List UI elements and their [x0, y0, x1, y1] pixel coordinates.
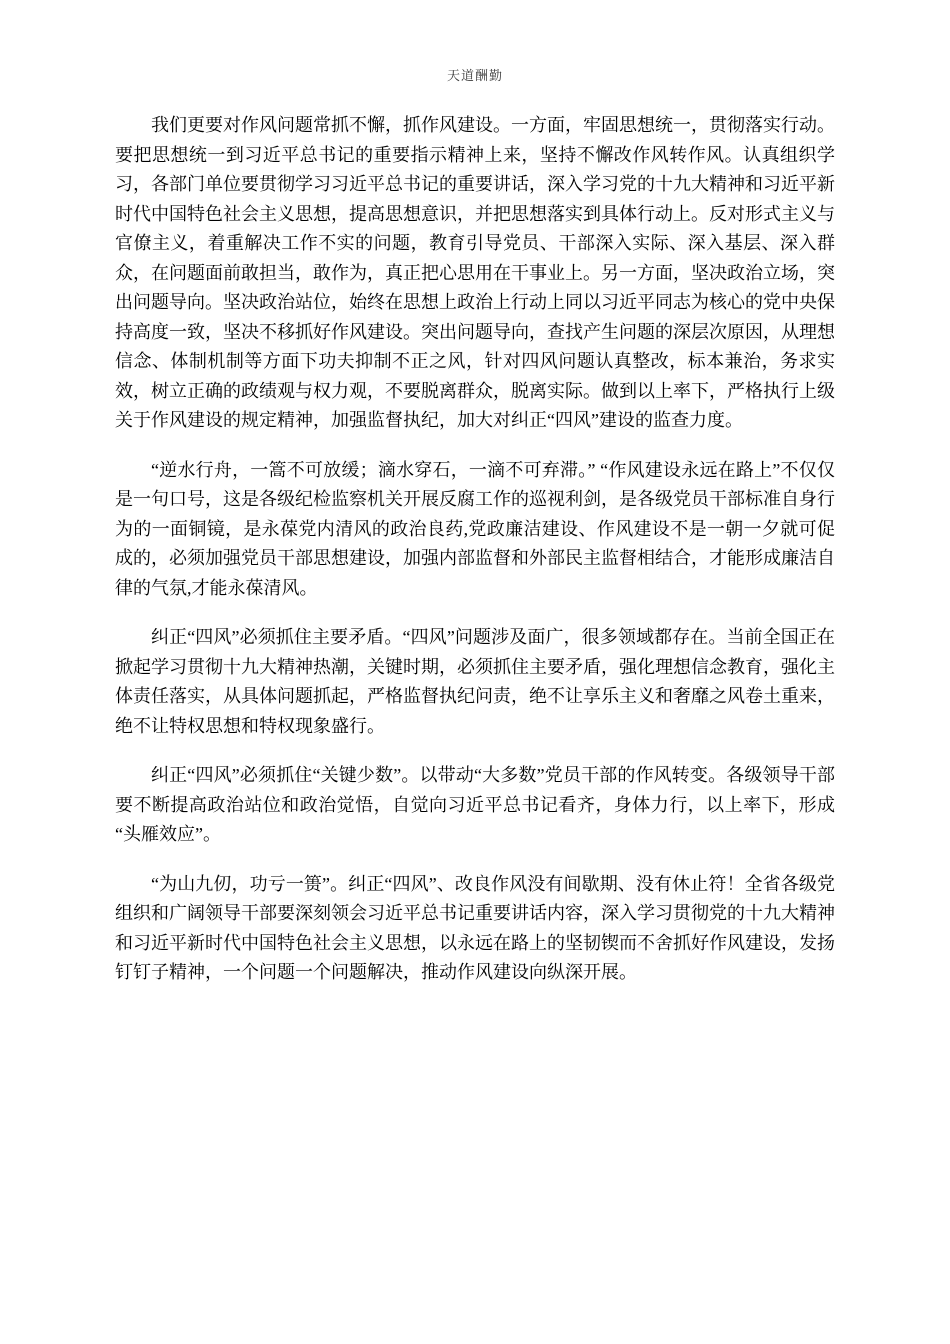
paragraph: 我们更要对作风问题常抓不懈，抓作风建设。一方面，牢固思想统一，贯彻落实行动。要把思想统一到习近平总书记的重要指示精神上来，坚持不懈改作风转作风。认真组织学习，各部门单位要贯彻学习习近平总书记的重要讲话，深入学习党的十九大精神和习近平新时代中国特色社会主义思想，提高思想意识，并把思想落实到具体行动上。反对形式主义与官僚主义，着重解决工作不实的问题，教育引导党员、干部深入实际、深入基层、深入群众，在问题面前敢担当，敢作为，真正把心思用在干事业上。另一方面，坚决政治立场，突出问题导向。坚决政治站位，始终在思想上政治上行动上同以习近平同志为核心的党中央保持高度一致，坚决不移抓好作风建设。突出问题导向，查找产生问题的深层次原因，从理想信念、体制机制等方面下功夫抑制不正之风，针对四风问题认真整改，标本兼治，务求实效，树立正确的政绩观与权力观，不要脱离群众，脱离实际。做到以上率下，严格执行上级关于作风建设的规定精神，加强监督执纪，加大对纠正“四风”建设的监查力度。	[115, 115, 835, 430]
paragraph: 纠正“四风”必须抓住主要矛盾。“四风”问题涉及面广，很多领域都存在。当前全国正在掀起学习贯彻十九大精神热潮，关键时期，必须抓住主要矛盾，强化理想信念教育，强化主体责任落实，从具体问题抓起，严格监督执纪问责，绝不让享乐主义和奢靡之风卷土重来，绝不让特权思想和特权现象盛行。	[115, 627, 835, 736]
paragraph: 纠正“四风”必须抓住“关键少数”。以带动“大多数”党员干部的作风转变。各级领导干部要不断提高政治站位和政治觉悟，自觉向习近平总书记看齐，身体力行，以上率下，形成“头雁效应”。	[115, 765, 835, 844]
header-text: 天道酬勤	[446, 68, 503, 83]
paragraph: “逆水行舟，一篙不可放缓；滴水穿石，一滴不可弃滞。” “作风建设永远在路上”不仅仅是一句口号，这是各级纪检监察机关开展反腐工作的巡视利剑，是各级党员干部标准自身行为的一面铜镜，是永葆党内清风的政治良药,党政廉洁建设、作风建设不是一朝一夕就可促成的，必须加强党员干部思想建设，加强内部监督和外部民主监督相结合，才能形成廉洁自律的气氛,才能永葆清风。	[115, 459, 835, 598]
paragraph: “为山九仞，功亏一篑”。纠正“四风”、改良作风没有间歇期、没有休止符！全省各级党组织和广阔领导干部要深刻领会习近平总书记重要讲话内容，深入学习贯彻党的十九大精神和习近平新时代中国特色社会主义思想，以永远在路上的坚韧锲而不舍抓好作风建设，发扬钉钉子精神，一个问题一个问题解决，推动作风建设向纵深开展。	[115, 873, 835, 982]
document-body	[115, 84, 835, 988]
page-header	[0, 0, 950, 84]
